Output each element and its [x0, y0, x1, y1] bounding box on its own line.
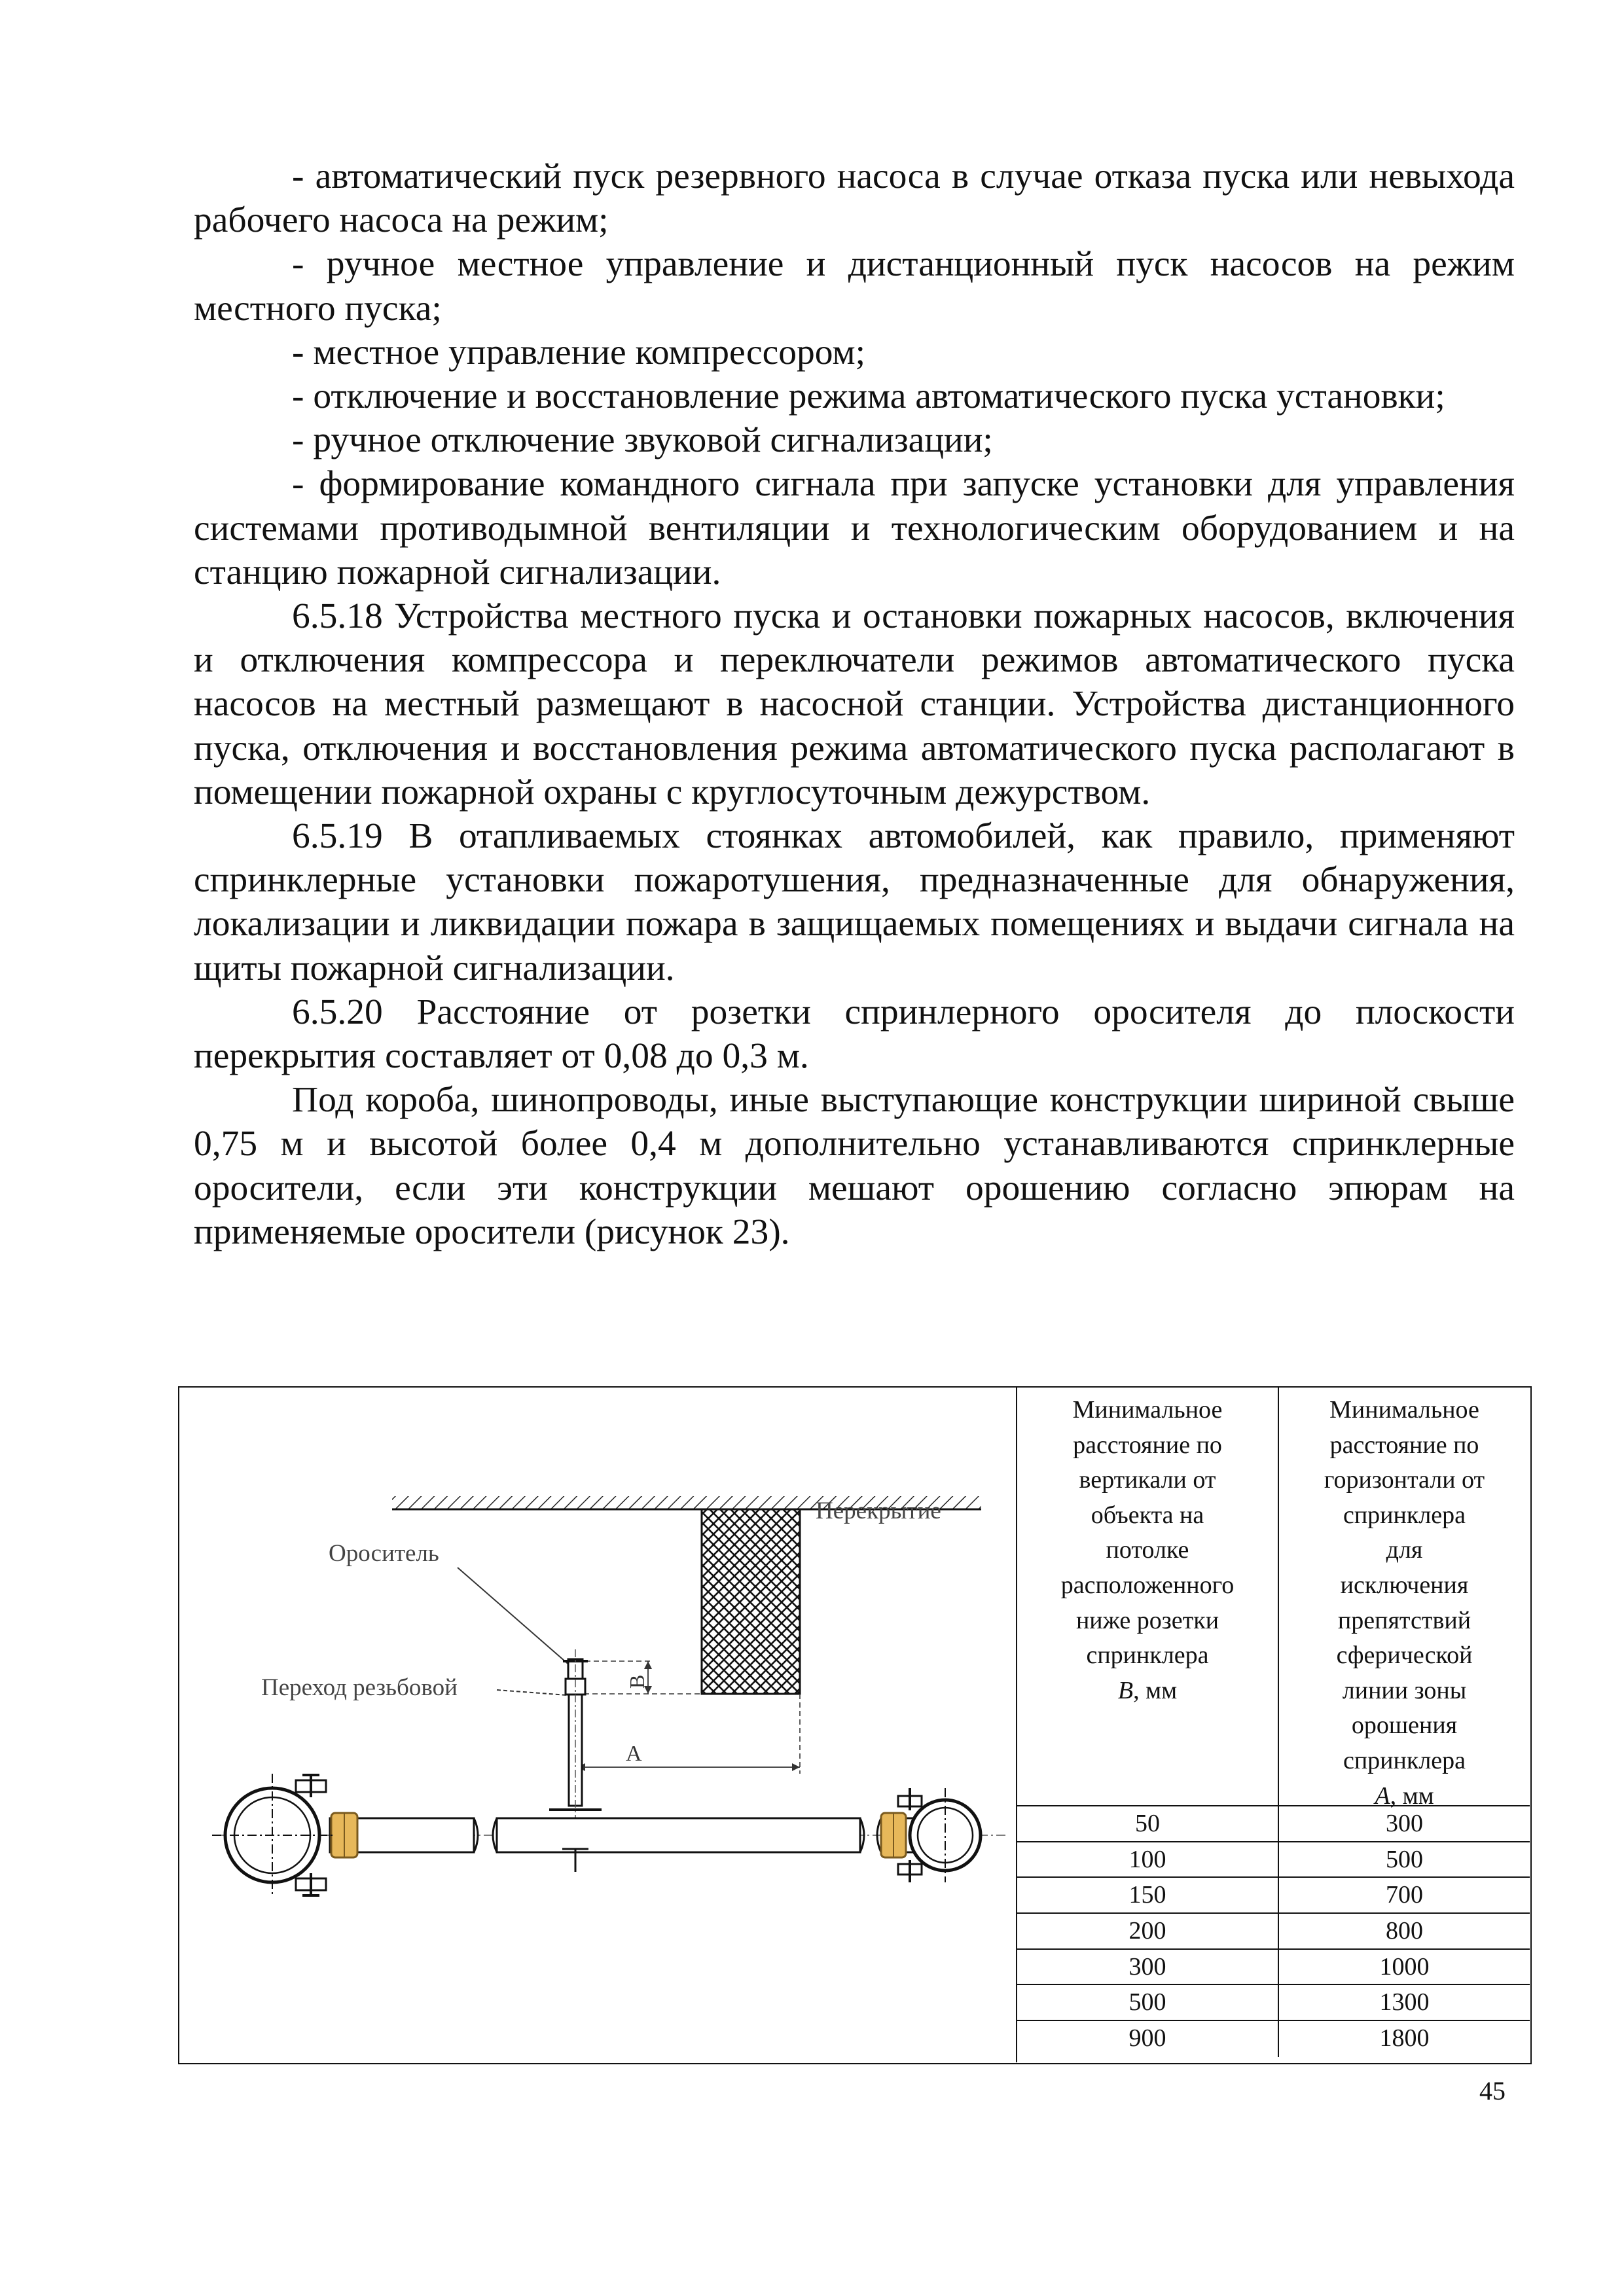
cell-b: 50 [1017, 1806, 1279, 1841]
table-row [1017, 1842, 1530, 1878]
header-line: расстояние по [1073, 1431, 1222, 1459]
header-line: орошения [1351, 1712, 1458, 1740]
paragraph: - автоматический пуск резервного насоса в случае отказа пуска или невыхода рабочего насоса на режим; [194, 156, 1515, 241]
obstruction-block [702, 1509, 800, 1694]
table-row [1017, 2021, 1530, 2057]
paragraph: Под короба, шинопроводы, иные выступающие конструкции шириной свыше 0,75 м и высотой более 0,4 м дополнительно устанавливаются спринклерные оросители, если эти конструкции мешают орошению согласно эпюрам на применяемые оросители (рисунок 23). [194, 1080, 1515, 1252]
table-body [1017, 1806, 1530, 2057]
sprinkler-leader [458, 1568, 575, 1670]
header-line: объекта на [1091, 1501, 1204, 1529]
dim-a-label: A [626, 1742, 642, 1766]
paragraph: - ручное отключение звуковой сигнализации; [292, 420, 993, 461]
dim-a-arrow-right [792, 1763, 800, 1771]
cell-a: 800 [1386, 1917, 1423, 1945]
header-line: сферической [1336, 1641, 1473, 1670]
table-row [1017, 1806, 1530, 1842]
table-header-b [1017, 1388, 1279, 1806]
paragraph: - местное управление компрессором; [292, 332, 865, 372]
header-line: для [1386, 1536, 1423, 1564]
header-line: вертикали от [1079, 1466, 1216, 1494]
paragraph: - отключение и восстановление режима автоматического пуска установки; [292, 376, 1445, 417]
header-line: препятствий [1337, 1606, 1471, 1634]
unit-variable: A [1375, 1782, 1390, 1810]
pipe-segment-mid [497, 1818, 860, 1852]
table-row [1017, 1985, 1530, 2021]
header-line: расстояние по [1329, 1431, 1479, 1459]
ceiling-label: Перекрытие [816, 1498, 941, 1524]
cell-a: 300 [1386, 1810, 1423, 1837]
sprinkler-diagram [179, 1388, 1017, 2062]
table-row [1017, 1914, 1530, 1950]
figure-table [178, 1386, 1532, 2064]
cell-a: 700 [1386, 1881, 1423, 1909]
cell-b: 150 [1017, 1878, 1279, 1912]
adapter-leader [497, 1690, 567, 1695]
paragraph: 6.5.19 В отапливаемых стоянках автомобилей, как правило, применяют спринклерные установки пожаротушения, предназначенные для обнаружения, локализации и ликвидации пожара в защищаемых помещениях и выдачи сигнала на щиты пожарной сигнализации. [194, 816, 1515, 988]
sprinkler-label: Ороситель [329, 1540, 439, 1567]
adapter-label: Переход резьбовой [261, 1674, 458, 1701]
header-line: Минимальное [1329, 1396, 1479, 1424]
header-line: ниже розетки [1075, 1606, 1219, 1634]
dim-b-arrow-top [644, 1661, 652, 1669]
unit-text: , мм [1133, 1676, 1178, 1704]
unit-text: , мм [1390, 1782, 1434, 1810]
paragraph: - формирование командного сигнала при запуске установки для управления системами противодымной вентиляции и технологическим оборудованием и на станцию пожарной сигнализации. [194, 464, 1515, 592]
page-number: 45 [1479, 2076, 1506, 2106]
cell-a: 1000 [1379, 1952, 1430, 1981]
cell-a: 500 [1386, 1845, 1423, 1873]
cell-b: 100 [1017, 1842, 1279, 1877]
table-row [1017, 1950, 1530, 1986]
header-line: линии зоны [1342, 1676, 1467, 1704]
body-text [194, 154, 1515, 1254]
table-header-a [1279, 1388, 1530, 1810]
cell-b: 900 [1017, 2021, 1279, 2057]
cell-a: 1800 [1379, 2024, 1430, 2053]
cell-b: 500 [1017, 1985, 1279, 2020]
header-unit [1017, 1674, 1278, 1709]
table-row [1017, 1878, 1530, 1914]
unit-variable: B [1117, 1676, 1134, 1704]
paragraph: 6.5.18 Устройства местного пуска и остановки пожарных насосов, включения и отключения компрессора и переключатели режимов автоматического пуска насосов на местный размещают в насосной станции. Устройства дистанционного пуска, отключения и восстановления режима автоматического пуска располагают в помещении пожарной охраны с круглосуточным дежурством. [194, 596, 1515, 812]
cell-a: 1300 [1379, 1988, 1430, 2017]
header-line: потолке [1106, 1536, 1189, 1564]
cell-b: 200 [1017, 1914, 1279, 1948]
sprinkler-diagram-svg [179, 1388, 1017, 2062]
header-line: спринклера [1343, 1501, 1466, 1529]
header-line: спринклера [1086, 1641, 1209, 1670]
header-line: Минимальное [1072, 1396, 1223, 1424]
paragraph: 6.5.20 Расстояние от розетки спринлерного оросителя до плоскости перекрытия составляет от 0,08 до 0,3 м. [194, 992, 1515, 1077]
paragraph: - ручное местное управление и дистанционный пуск насосов на режим местного пуска; [194, 244, 1515, 329]
cell-b: 300 [1017, 1950, 1279, 1984]
header-line: горизонтали от [1324, 1466, 1485, 1494]
dim-b-label: B [625, 1674, 649, 1689]
header-line: спринклера [1343, 1746, 1466, 1774]
header-line: исключения [1340, 1571, 1469, 1599]
header-line: расположенного [1060, 1571, 1235, 1599]
